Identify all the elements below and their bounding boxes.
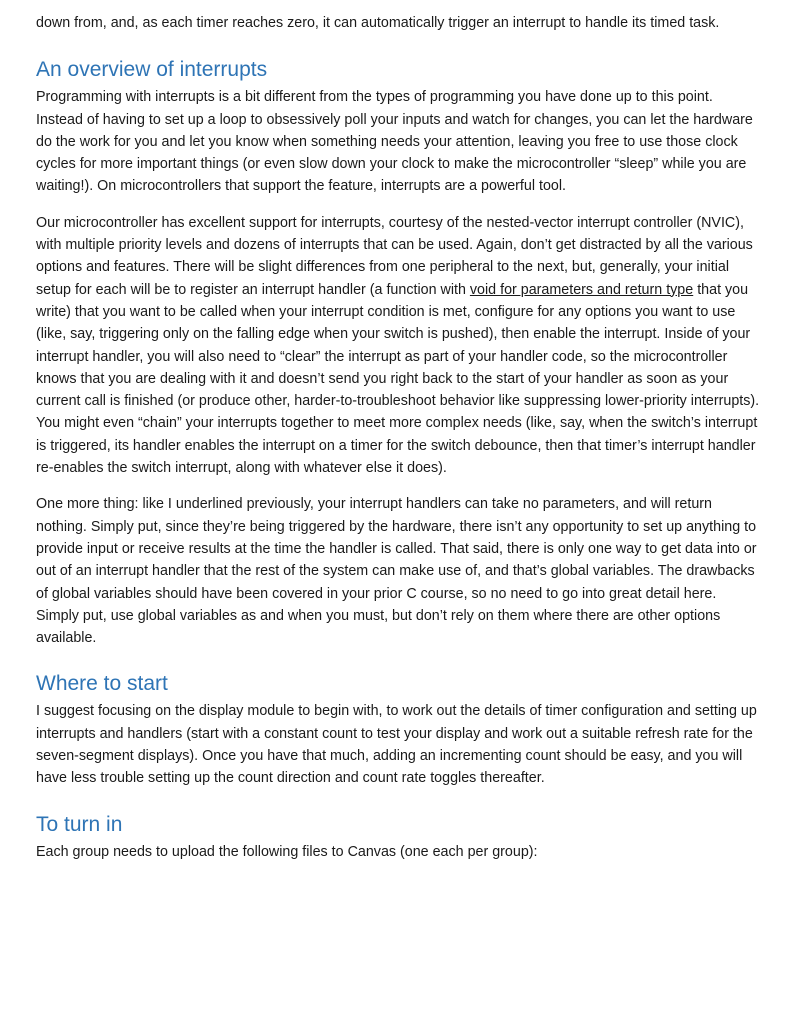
heading-where-to-start: Where to start <box>36 672 168 696</box>
overview-paragraph-2-part-1: Our microcontroller has excellent support for interrupts, courtesy of the nested-vector interrupt controller (NVIC), with multiple priority levels and dozens of interrupts that can be used. Again, don’t get distracted by all the various options and features. There will be slight differences from one peripheral to the next, but, generally, your initial setup for each will be to register an interrupt handler (a function with <box>36 214 753 298</box>
underlined-phrase: void for parameters and return type <box>469 281 694 298</box>
heading-to-turn-in: To turn in <box>36 812 123 836</box>
document-page <box>36 12 760 863</box>
heading-overview-of-interrupts: An overview of interrupts <box>36 58 268 82</box>
overview-paragraph-2-part-2: that you write) that you want to be called when your interrupt condition is met, configure for any options you want to use (like, say, triggering only on the falling edge when your switch is pushed), then enable the interrupt. Inside of your interrupt handler, you will also need to “clear” the interrupt as part of your handler code, so the microcontroller knows that you are dealing with it and doesn’t send you right back to the start of your handler as soon as your current call is finished (or produce other, harder-to-troubleshoot behavior like suppressing lower-priority interrupts). You might even “chain” your interrupts together to meet more complex needs (like, say, when the switch’s interrupt is triggered, its handler enables the interrupt on a timer for the switch debounce, then that timer’s interrupt handler re-enables the switch interrupt, along with whatever else it does). <box>36 281 760 477</box>
intro-paragraph: down from, and, as each timer reaches zero, it can automatically trigger an interrupt to handle its timed task. <box>36 15 720 31</box>
where-to-start-paragraph: I suggest focusing on the display module to begin with, to work out the details of timer configuration and setting up interrupts and handlers (start with a constant count to test your display and work out a suitable refresh rate for the seven-segment displays). Once you have that much, adding an incrementing count should be easy, and you will have less trouble setting up the count direction and count rate toggles thereafter. <box>36 703 757 787</box>
to-turn-in-paragraph: Each group needs to upload the following files to Canvas (one each per group): <box>36 843 538 860</box>
overview-paragraph-2 <box>36 212 760 480</box>
overview-paragraph-3: One more thing: like I underlined previously, your interrupt handlers can take no parameters, and will return nothing. Simply put, since they’re being triggered by the hardware, there isn’t any opportunity to set up anything to provide input or receive results at the time the handler is called. That said, there is only one way to get data into or out of an interrupt handler that the rest of the system can make use of, and that’s global variables. The drawbacks of global variables should have been covered in your prior C course, so no need to go into great detail here. Simply put, use global variables as and when you must, but don’t rely on them where there are other options available. <box>36 496 757 647</box>
overview-paragraph-1: Programming with interrupts is a bit different from the types of programming you have done up to this point. Instead of having to set up a loop to obsessively poll your inputs and watch for changes, you can let the hardware do the work for you and let you know when something needs your attention, leaving you free to use those clock cycles for more important things (or even slow down your clock to make the microcontroller “sleep” while you are waiting!). On microcontrollers that support the feature, interrupts are a powerful tool. <box>36 89 753 195</box>
